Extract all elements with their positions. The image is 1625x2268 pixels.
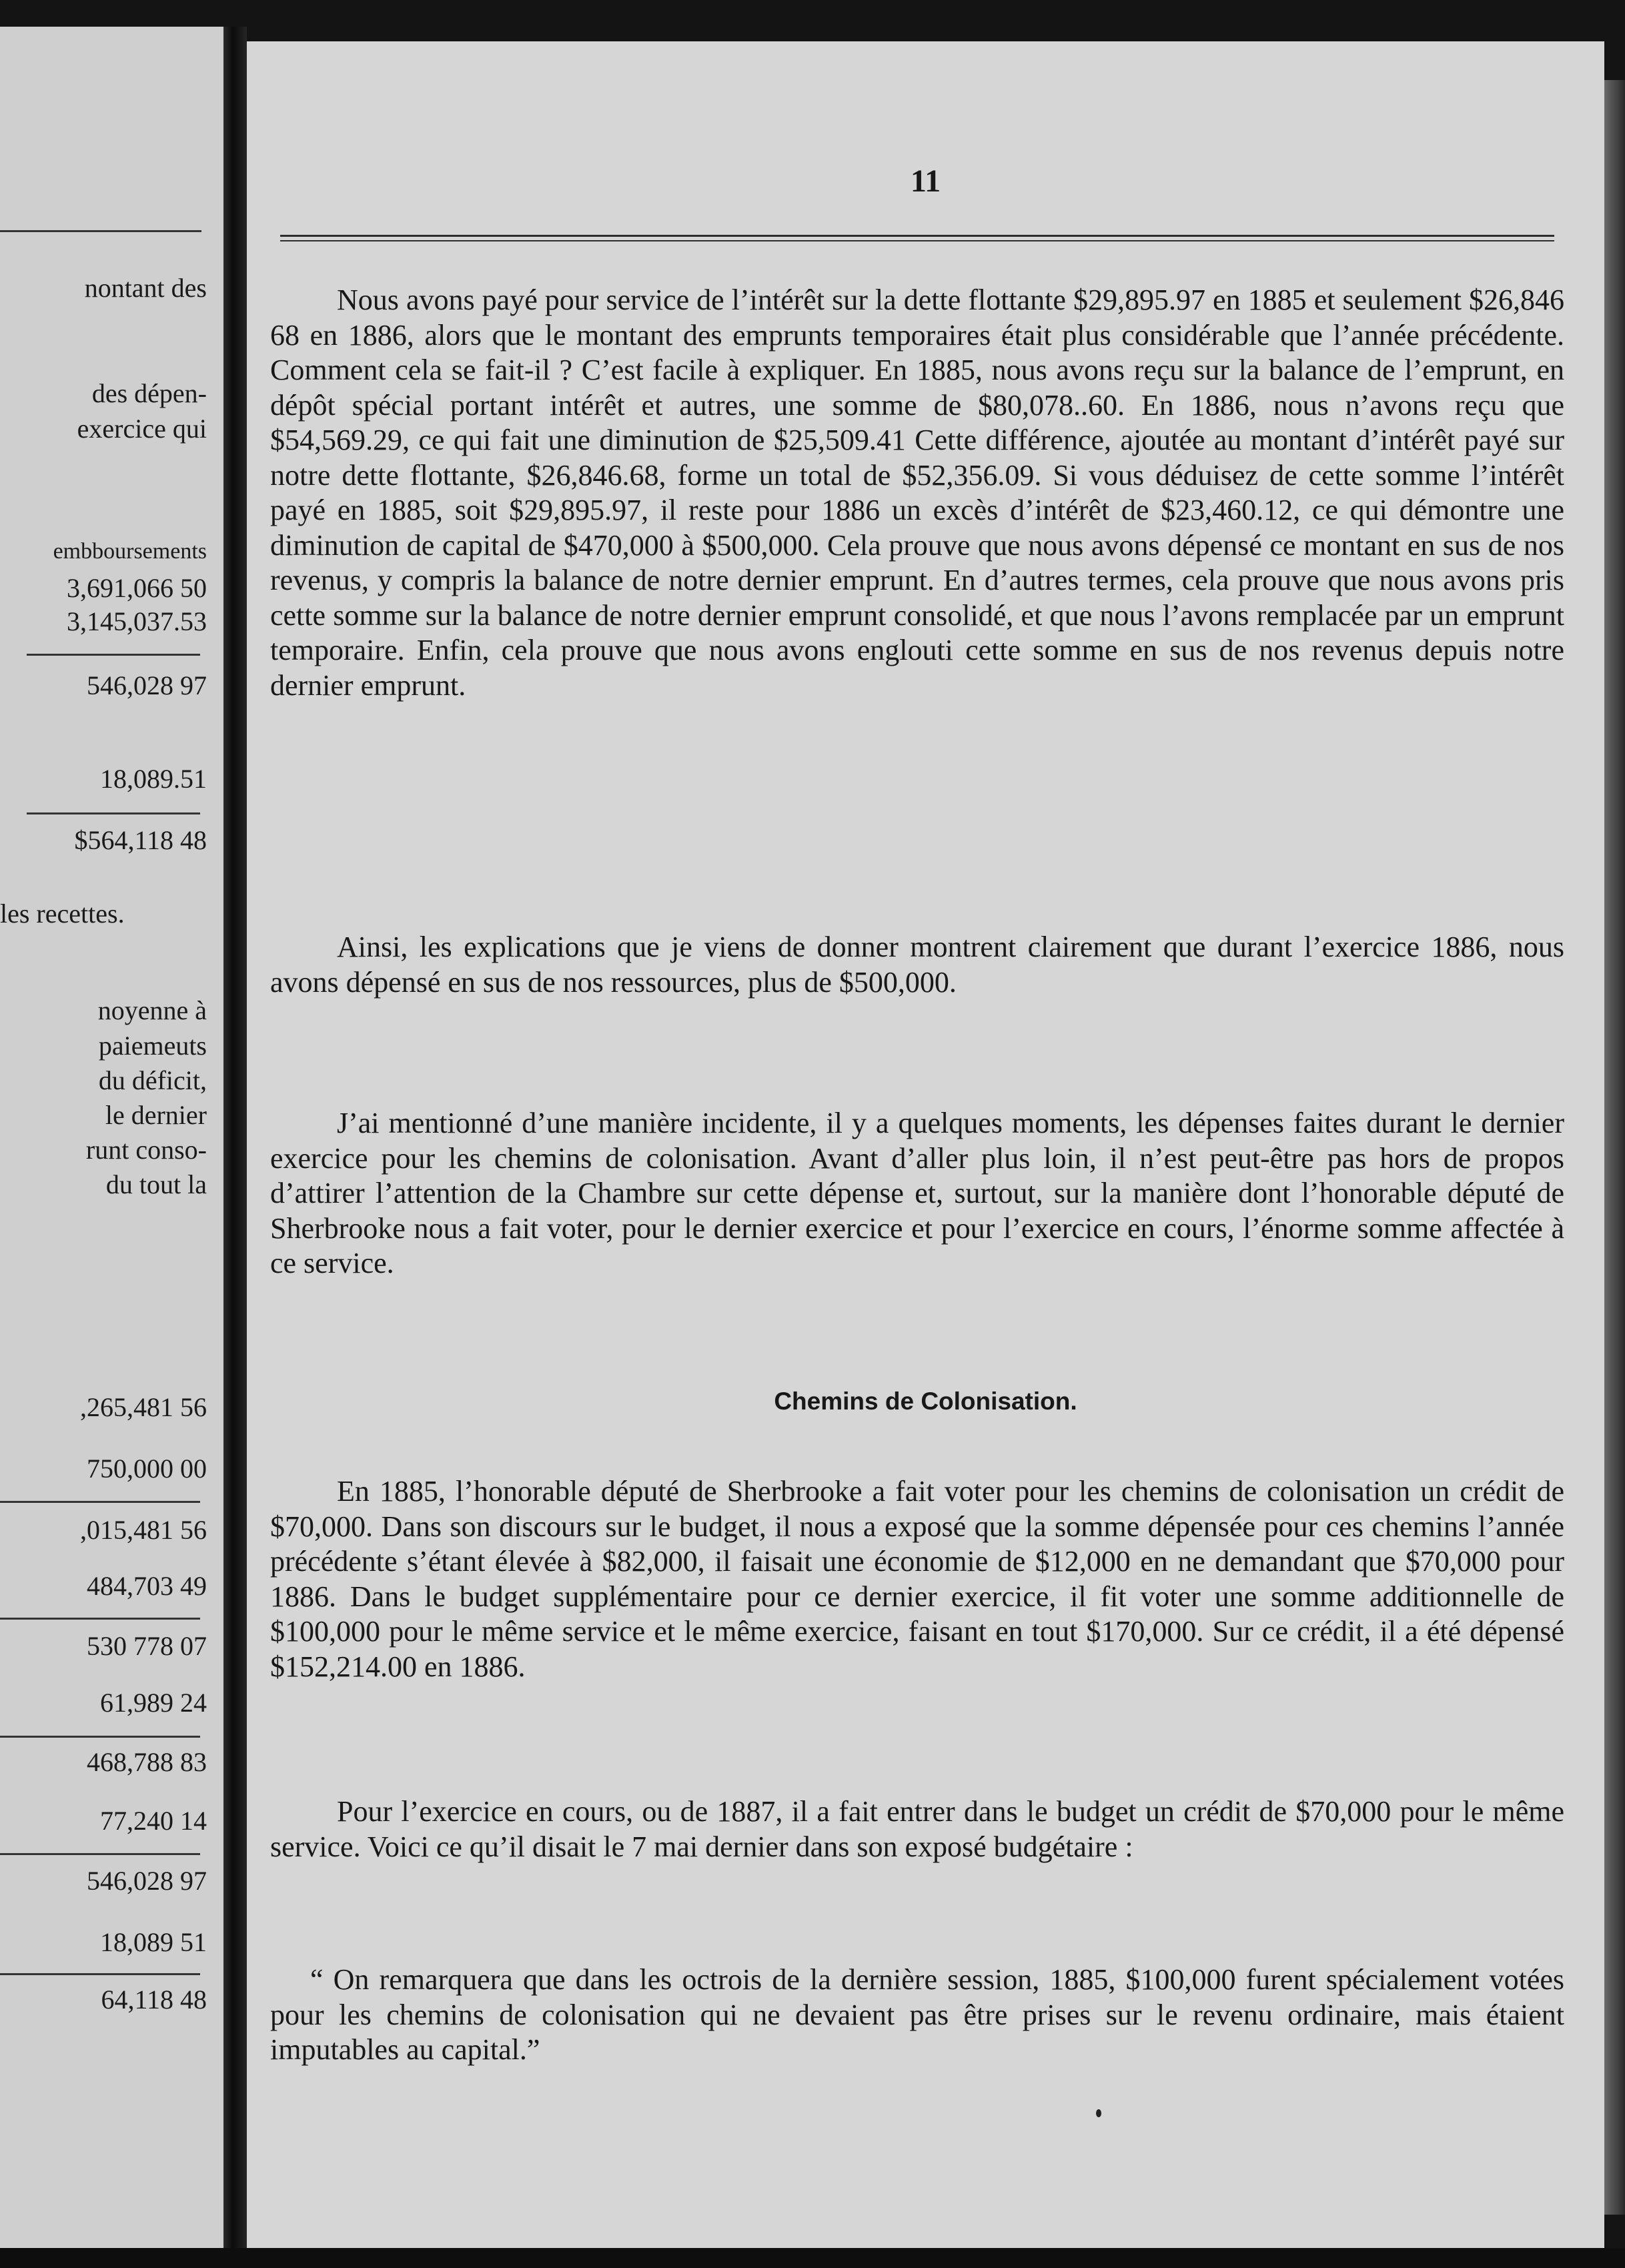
paragraph-interest-explanation: Nous avons payé pour service de l’intérêt sur la dette flottante $29,895.97 en 1885 et seulement $26,846 68 en 1886, alors que le montant des emprunts temporaires était plus considérable que l’année précédente. Comment cela se fait-il ? C’est facile à expliquer. En 1885, nous avons reçu sur la balance de l’emprunt, en dépôt spécial portant intérêt et autres, une somme de $80,078..60. En 1886, nous n’avons reçu que $54,569.29, ce qui fait une diminution de $25,509.41 Cette différence, ajoutée au montant d’intérêt payé sur notre dette flottante, $26,846.68, forme un total de $52,356.09. Si vous déduisez de cette somme l’intérêt payé en 1885, soit $29,895.97, il reste pour 1886 un excès d’intérêt de $23,460.12, ce qui démontre une diminution de capital de $470,000 à $500,000. Cela prouve que nous avons dépensé ce montant en sus de nos revenus, y compris la balance de notre dernier emprunt. En d’autres termes, cela prouve que nous avons pris cette somme sur la balance de notre dernier emprunt consolidé, et que nous l’avons remplacée par un emprunt temporaire. Enfin, cela prouve que nous avons englouti cette somme en sus de nos revenus depuis notre dernier emprunt. xyxy=(270,284,1564,702)
left-line: du déficit, xyxy=(98,1065,207,1095)
left-line: 61,989 24 xyxy=(100,1688,207,1718)
page-edge xyxy=(1604,80,1625,2215)
left-rule xyxy=(0,1618,200,1620)
left-line: 77,240 14 xyxy=(100,1806,207,1836)
left-rule xyxy=(27,812,200,814)
left-line: ,015,481 56 xyxy=(80,1515,207,1545)
paragraph-summary: Ainsi, les explications que je viens de donner montrent clairement que durant l’exercice 1886, nous avons dépensé en sus de nos ressources, plus de $500,000. xyxy=(270,931,1564,999)
left-line: 530 778 07 xyxy=(87,1631,207,1661)
left-line: 18,089 51 xyxy=(100,1927,207,1957)
left-rule xyxy=(0,1501,200,1503)
left-rule xyxy=(0,1853,200,1855)
section-heading: Chemins de Colonisation. xyxy=(774,1387,1077,1415)
left-line: le dernier xyxy=(105,1100,207,1130)
left-line: 546,028 97 xyxy=(87,670,207,700)
left-rule xyxy=(0,1973,200,1975)
left-line: les recettes. xyxy=(0,899,125,929)
left-line: 750,000 00 xyxy=(87,1454,207,1484)
left-rule xyxy=(0,1736,200,1738)
paragraph-colonisation-intro: J’ai mentionné d’une manière incidente, il y a quelques moments, les dépenses faites durant le dernier exercice pour les chemins de colonisation. Avant d’aller plus loin, il n’est peut-être pas hors de propos d’attirer l’attention de la Chambre sur cette dépense et, surtout, sur la manière dont l’honorable député de Sherbrooke nous a fait voter, pour le dernier exercice et pour l’exercice en cours, l’énorme somme affectée à ce service. xyxy=(270,1107,1564,1279)
left-line: ,265,481 56 xyxy=(80,1392,207,1422)
left-page-fragment xyxy=(0,27,223,2248)
book-gutter xyxy=(223,27,247,2248)
left-line: 3,691,066 50 xyxy=(67,573,207,603)
page-number: 11 xyxy=(910,163,941,199)
paragraph-1885-credit: En 1885, l’honorable député de Sherbrooke a fait voter pour les chemins de colonisation un crédit de $70,000. Dans son discours sur le budget, il nous a exposé que la somme dépensée pour ces chemins l’année précédente s’étant élevée à $82,000, il faisait une économie de $12,000 en ne demandant que $70,000 pour 1886. Dans le budget supplémentaire pour ce dernier exercice, il fit voter une somme additionnelle de $100,000 pour le même service et le même exercice, faisant en tout $170,000. Sur ce crédit, il a été dépensé $152,214.00 en 1886. xyxy=(270,1475,1564,1683)
left-line: exercice qui xyxy=(77,414,207,444)
right-page xyxy=(247,41,1604,2249)
header-rule xyxy=(280,235,1554,237)
left-line: runt conso- xyxy=(85,1135,207,1165)
left-rule xyxy=(0,230,201,232)
left-line: 64,118 48 xyxy=(101,1985,207,2015)
print-speck xyxy=(1096,2109,1101,2117)
left-line: du tout la xyxy=(105,1169,207,1199)
left-line: 18,089.51 xyxy=(100,764,207,794)
quotation: “ On remarquera que dans les octrois de la dernière session, 1885, $100,000 furent spécialement votées pour les chemins de colonisation qui ne devaient pas être prises sur le revenu ordinaire, mais étaient imputables au capital.” xyxy=(270,1963,1564,2066)
left-line: 484,703 49 xyxy=(87,1571,207,1601)
left-line: 546,028 97 xyxy=(87,1866,207,1896)
left-rule xyxy=(27,654,200,656)
left-line: embboursements xyxy=(53,539,207,564)
left-line: 468,788 83 xyxy=(87,1747,207,1777)
left-line: nontant des xyxy=(84,273,207,303)
header-rule xyxy=(280,240,1554,241)
left-line: 3,145,037.53 xyxy=(67,606,207,636)
left-line: paiemeuts xyxy=(98,1031,207,1061)
left-line: noyenne à xyxy=(97,995,207,1025)
left-line: $564,118 48 xyxy=(74,825,207,855)
scan-border xyxy=(0,2248,1625,2268)
paragraph-1887-budget: Pour l’exercice en cours, ou de 1887, il a fait entrer dans le budget un crédit de $70,000 pour le même service. Voici ce qu’il disait le 7 mai dernier dans son exposé budgétaire : xyxy=(270,1795,1564,1863)
left-line: des dépen- xyxy=(91,378,207,408)
